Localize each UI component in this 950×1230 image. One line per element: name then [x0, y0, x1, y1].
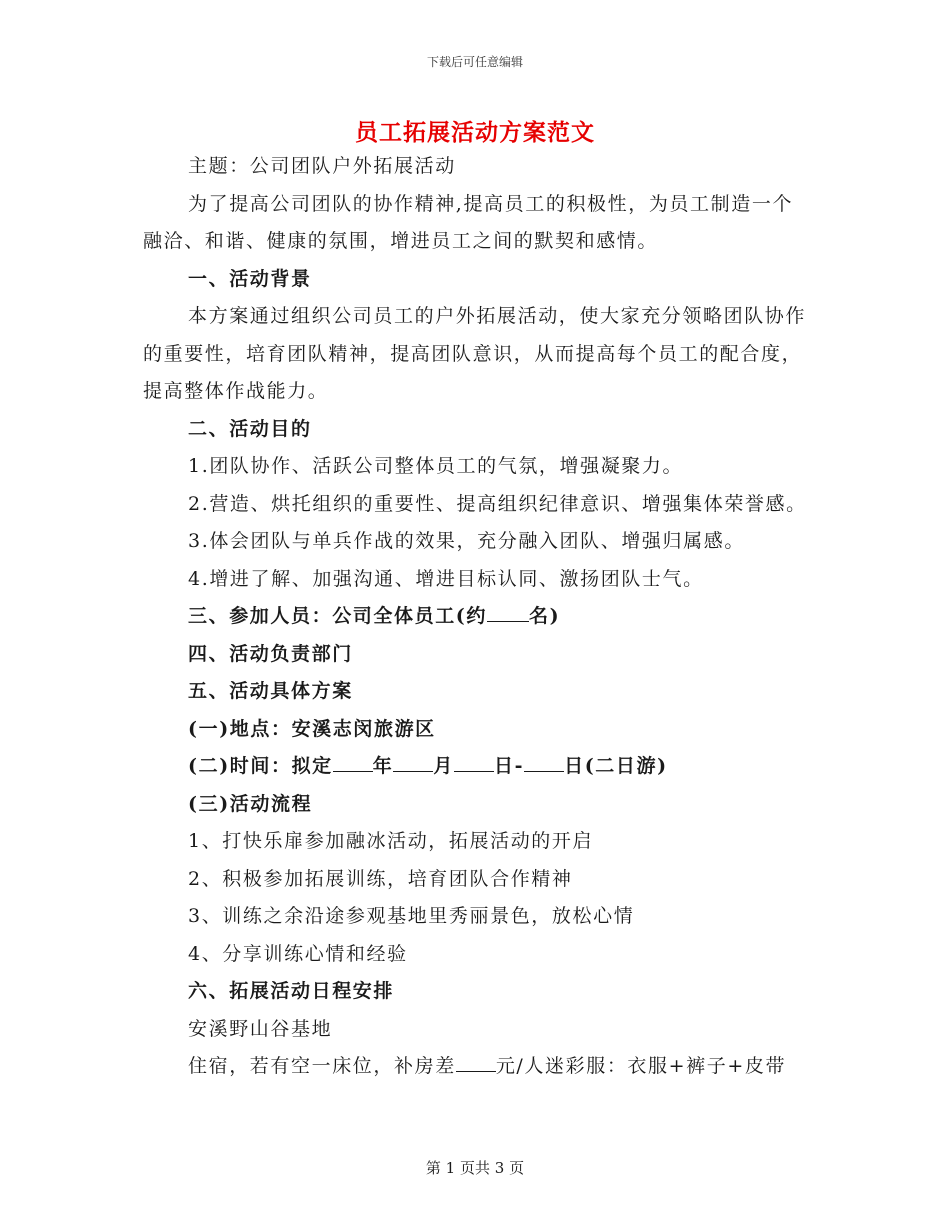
blank-field — [454, 753, 494, 772]
flow-item-1: 1、打快乐扉参加融冰活动，拓展活动的开启 — [188, 830, 594, 852]
base-line: 安溪野山谷基地 — [188, 1017, 333, 1040]
flow-item-2: 2、积极参加拓展训练，培育团队合作精神 — [188, 867, 573, 890]
flow-item-3: 3、训练之余沿途参观基地里秀丽景色，放松心情 — [188, 905, 635, 927]
flow-item-4: 4、分享训练心情和经验 — [188, 942, 408, 965]
goal-item-3: 3.体会团队与单兵作战的效果，充分融入团队、增强归属感。 — [188, 530, 745, 552]
flow-heading: (三)活动流程 — [188, 792, 313, 815]
stay-line: 住宿，若有空一床位，补房差 元/人迷彩服：衣服+裤子+皮带 — [188, 1055, 787, 1077]
blank-field — [333, 753, 373, 772]
goal-item-1: 1.团队协作、活跃公司整体员工的气氛，增强凝聚力。 — [188, 455, 684, 477]
section-heading-6: 六、拓展活动日程安排 — [188, 980, 395, 1002]
time-line: (二)时间：拟定 年 月 日- 日(二日游) — [188, 755, 668, 777]
intro-paragraph: 为了提高公司团队的协作精神,提高员工的积极性，为员工制造一个融洽、和谐、健康的氛围，增进员工之间的默契和感情。 — [143, 192, 794, 252]
blank-field — [456, 1053, 496, 1072]
location-line: (一)地点：安溪志闵旅游区 — [188, 717, 436, 740]
blank-field — [524, 753, 564, 772]
blank-field — [487, 603, 529, 622]
section-heading-1: 一、活动背景 — [188, 267, 312, 290]
goal-item-4: 4.增进了解、加强沟通、增进目标认同、激扬团队士气。 — [188, 567, 704, 590]
section-heading-5: 五、活动具体方案 — [188, 680, 353, 702]
document-title: 员工拓展活动方案范文 — [355, 119, 595, 146]
section-heading-3: 三、参加人员：公司全体员工(约 名) — [188, 605, 561, 627]
background-paragraph: 本方案通过组织公司员工的户外拓展活动，使大家充分领略团队协作的重要性，培育团队精神，提高团队意识，从而提高每个员工的配合度，提高整体作战能力。 — [143, 305, 807, 402]
header-note: 下载后可任意编辑 — [426, 55, 523, 69]
section-heading-2: 二、活动目的 — [188, 417, 312, 440]
blank-field — [393, 753, 433, 772]
theme-line: 主题：公司团队户外拓展活动 — [188, 155, 456, 177]
document-body — [143, 148, 811, 1086]
goal-item-2: 2.营造、烘托组织的重要性、提高组织纪律意识、增强集体荣誉感。 — [188, 492, 807, 515]
section-heading-4: 四、活动负责部门 — [188, 642, 353, 665]
page-footer: 第 1 页共 3 页 — [425, 1159, 525, 1177]
